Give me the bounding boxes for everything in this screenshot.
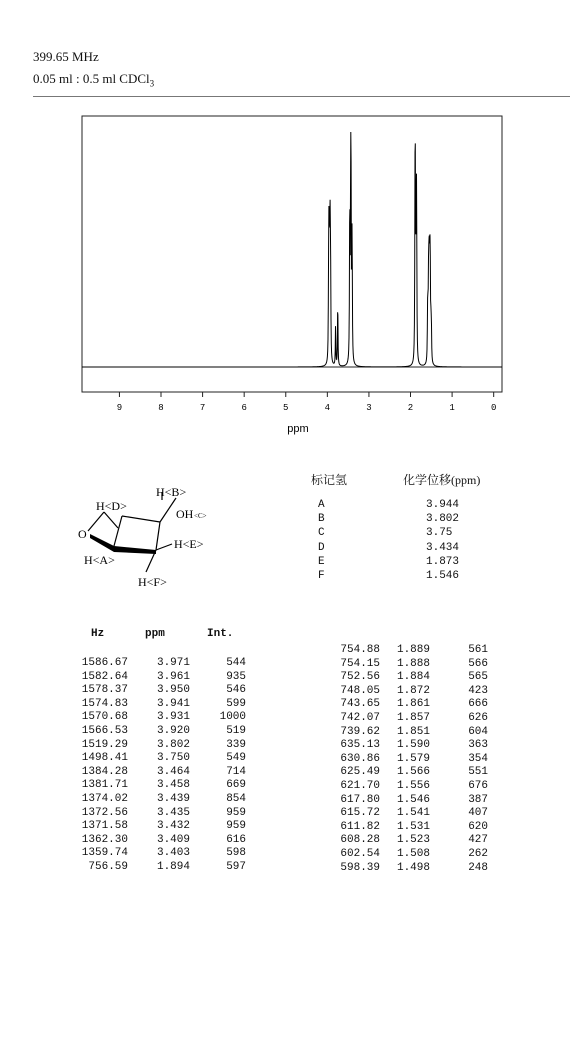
h-d-label: H<D> xyxy=(96,499,127,513)
assignment-row xyxy=(318,526,486,540)
assignment-row xyxy=(318,498,486,512)
peak-int-cell: 262 xyxy=(468,847,488,860)
peak-ppm-cell: 3.435 xyxy=(156,806,190,819)
peak-hz-cell: 1371.58 xyxy=(81,820,128,833)
peak-ppm-cell: 1.556 xyxy=(396,779,430,792)
peak-int-cell: 599 xyxy=(226,697,246,710)
x-tick-label: 7 xyxy=(199,403,206,413)
wedge-bond-back xyxy=(114,516,122,546)
peak-ppm-cell: 3.432 xyxy=(156,820,190,833)
peak-row xyxy=(320,753,488,767)
peak-hz-cell: 743.65 xyxy=(340,698,380,711)
peak-row xyxy=(68,684,246,698)
peak-row xyxy=(68,698,246,712)
peak-ppm-cell: 3.464 xyxy=(156,765,190,778)
peak-row xyxy=(68,793,246,807)
peak-row xyxy=(320,671,488,685)
x-tick-label: 4 xyxy=(324,403,331,413)
peak-row xyxy=(68,779,246,793)
peak-row xyxy=(320,862,488,876)
peak-int-cell: 546 xyxy=(226,684,246,697)
x-tick-label: 9 xyxy=(116,403,123,413)
x-axis-label: ppm xyxy=(287,423,309,435)
peak-row xyxy=(320,807,488,821)
h-b-label: H<B> xyxy=(156,485,187,499)
peak-hz-cell: 1384.28 xyxy=(81,765,128,778)
peak-ppm-cell: 1.861 xyxy=(396,698,430,711)
peak-hz-cell: 742.07 xyxy=(340,711,380,724)
peak-int-cell: 616 xyxy=(226,833,246,846)
h-a-label: H<A> xyxy=(84,553,115,567)
assignment-header-shift: 化学位移(ppm) xyxy=(403,473,481,487)
peak-int-cell: 959 xyxy=(226,806,246,819)
peak-int-cell: 620 xyxy=(468,820,488,833)
peak-row xyxy=(320,848,488,862)
peak-int-cell: 565 xyxy=(468,671,488,684)
peak-hz-cell: 739.62 xyxy=(340,725,380,738)
peak-int-cell: 604 xyxy=(468,725,488,738)
peak-table-right xyxy=(320,644,488,875)
peak-table-left xyxy=(68,657,246,875)
assignment-shift: 1.873 xyxy=(426,555,460,568)
ring-oxygen-label: O xyxy=(78,527,87,541)
header-divider xyxy=(33,96,570,97)
peak-ppm-cell: 1.541 xyxy=(396,807,430,820)
peak-row xyxy=(68,807,246,821)
h-f-label: H<F> xyxy=(138,575,167,589)
spectrum-trace xyxy=(82,132,502,367)
peak-ppm-cell: 3.920 xyxy=(156,724,190,737)
peak-row xyxy=(68,657,246,671)
peak-int-cell: 1000 xyxy=(219,711,246,724)
peak-ppm-cell: 3.750 xyxy=(156,752,190,765)
assignment-label: E xyxy=(318,555,325,568)
peak-row xyxy=(320,821,488,835)
peak-hz-cell: 756.59 xyxy=(88,860,128,873)
peak-ppm-cell: 3.409 xyxy=(156,833,190,846)
peak-hz-cell: 1570.68 xyxy=(81,711,128,724)
assignment-shift: 1.546 xyxy=(426,570,460,583)
spectrometer-frequency: 399.65 MHz xyxy=(33,49,99,64)
peak-row xyxy=(68,861,246,875)
peak-hz-cell: 625.49 xyxy=(340,766,380,779)
peak-row xyxy=(68,834,246,848)
peak-int-cell: 423 xyxy=(468,684,488,697)
peak-int-cell: 959 xyxy=(226,820,246,833)
peak-hz-cell: 617.80 xyxy=(340,793,380,806)
peak-int-cell: 427 xyxy=(468,834,488,847)
assignment-row xyxy=(318,569,486,583)
peak-int-cell: 669 xyxy=(226,779,246,792)
peak-int-cell: 407 xyxy=(468,807,488,820)
peak-row xyxy=(68,725,246,739)
peak-hz-cell: 615.72 xyxy=(340,807,380,820)
x-axis-ticks xyxy=(119,392,493,397)
peak-ppm-cell: 1.546 xyxy=(396,793,430,806)
peak-int-cell: 519 xyxy=(226,724,246,737)
peak-row xyxy=(320,780,488,794)
peak-ppm-cell: 3.961 xyxy=(156,670,190,683)
x-tick-label: 1 xyxy=(449,403,455,413)
peak-ppm-cell: 1.579 xyxy=(396,752,430,765)
molecule-structure xyxy=(70,480,270,590)
x-tick-label: 2 xyxy=(407,403,414,413)
peak-int-cell: 566 xyxy=(468,657,488,670)
nmr-spectrum-chart xyxy=(70,110,520,440)
assignment-shift: 3.944 xyxy=(426,499,460,511)
hydroxyl-label: OH xyxy=(176,507,194,521)
peak-ppm-cell: 1.523 xyxy=(396,834,430,847)
peak-int-cell: 666 xyxy=(468,698,488,711)
peak-row xyxy=(320,726,488,740)
peak-int-cell: 676 xyxy=(468,779,488,792)
peak-hz-cell: 1372.56 xyxy=(81,806,128,819)
peak-row xyxy=(320,834,488,848)
peak-row xyxy=(320,712,488,726)
peak-ppm-cell: 1.872 xyxy=(396,684,430,697)
peak-hz-cell: 1359.74 xyxy=(81,847,128,860)
peak-row xyxy=(320,794,488,808)
peak-row xyxy=(320,644,488,658)
peak-int-cell: 387 xyxy=(468,793,488,806)
peak-ppm-cell: 1.498 xyxy=(396,861,430,874)
peak-ppm-cell: 3.802 xyxy=(156,738,190,751)
peak-hz-cell: 1519.29 xyxy=(81,738,128,751)
peak-ppm-cell: 3.971 xyxy=(156,657,190,669)
peak-ppm-cell: 1.851 xyxy=(396,725,430,738)
peak-hz-cell: 1574.83 xyxy=(81,697,128,710)
assignment-label: F xyxy=(318,570,325,583)
header-ppm: ppm xyxy=(145,628,165,640)
x-axis-tick-labels xyxy=(117,403,497,413)
peak-hz-cell: 630.86 xyxy=(340,752,380,765)
assignment-shift: 3.434 xyxy=(426,541,460,554)
peak-row xyxy=(320,766,488,780)
peak-hz-cell: 608.28 xyxy=(340,834,380,847)
peak-int-cell: 544 xyxy=(226,657,246,669)
assignment-row xyxy=(318,541,486,555)
peak-ppm-cell: 1.857 xyxy=(396,711,430,724)
peak-int-cell: 854 xyxy=(226,792,246,805)
x-tick-label: 3 xyxy=(366,403,372,413)
peak-ppm-cell: 1.894 xyxy=(156,860,190,873)
peak-row xyxy=(68,671,246,685)
peak-ppm-cell: 3.403 xyxy=(156,847,190,860)
peak-int-cell: 549 xyxy=(226,752,246,765)
peak-hz-cell: 611.82 xyxy=(340,820,380,833)
peak-hz-cell: 635.13 xyxy=(340,739,380,752)
peak-row xyxy=(320,739,488,753)
h-c-label: <C> xyxy=(194,512,207,520)
x-tick-label: 5 xyxy=(283,403,289,413)
peak-row xyxy=(320,685,488,699)
peak-hz-cell: 1381.71 xyxy=(81,779,128,792)
peak-int-cell: 354 xyxy=(468,752,488,765)
x-tick-label: 0 xyxy=(490,403,497,413)
peak-hz-cell: 1582.64 xyxy=(81,670,128,683)
peak-int-cell: 597 xyxy=(226,860,246,873)
peak-ppm-cell: 3.931 xyxy=(156,711,190,724)
assignment-list xyxy=(318,498,486,583)
peak-hz-cell: 748.05 xyxy=(340,684,380,697)
peak-ppm-cell: 1.889 xyxy=(396,644,430,656)
peak-int-cell: 363 xyxy=(468,739,488,752)
peak-ppm-cell: 3.950 xyxy=(156,684,190,697)
assignment-label: D xyxy=(318,541,325,554)
peak-int-cell: 248 xyxy=(468,861,488,874)
peak-hz-cell: 1498.41 xyxy=(81,752,128,765)
assignment-shift: 3.802 xyxy=(426,513,460,526)
h-e-label: H<E> xyxy=(174,537,204,551)
assignment-header-label: 标记氢 xyxy=(311,473,348,487)
peak-ppm-cell: 1.590 xyxy=(396,739,430,752)
x-tick-label: 6 xyxy=(241,403,247,413)
peak-row xyxy=(68,766,246,780)
peak-hz-cell: 754.15 xyxy=(340,657,380,670)
peak-hz-cell: 752.56 xyxy=(340,671,380,684)
assignment-shift: 3.75 xyxy=(426,527,453,540)
peak-row xyxy=(68,711,246,725)
wedge-bond-front xyxy=(90,534,156,554)
solvent-info xyxy=(33,71,154,89)
peak-hz-cell: 602.54 xyxy=(340,847,380,860)
peak-int-cell: 339 xyxy=(226,738,246,751)
peak-ppm-cell: 1.566 xyxy=(396,766,430,779)
peak-hz-cell: 1578.37 xyxy=(81,684,128,697)
peak-ppm-cell: 1.884 xyxy=(396,671,430,684)
peak-hz-cell: 754.88 xyxy=(340,644,380,656)
solvent-subscript: 3 xyxy=(149,78,155,89)
assignment-row xyxy=(318,512,486,526)
peak-int-cell: 626 xyxy=(468,711,488,724)
peak-hz-cell: 1586.67 xyxy=(81,657,128,669)
peak-ppm-cell: 3.941 xyxy=(156,697,190,710)
peak-int-cell: 598 xyxy=(226,847,246,860)
peak-hz-cell: 1374.02 xyxy=(81,792,128,805)
peak-int-cell: 561 xyxy=(468,644,488,656)
peak-row xyxy=(68,820,246,834)
peak-ppm-cell: 3.439 xyxy=(156,792,190,805)
peak-row xyxy=(68,752,246,766)
solvent-text: 0.05 ml : 0.5 ml CDCl xyxy=(33,71,150,86)
assignment-label: A xyxy=(318,499,325,511)
plot-frame xyxy=(82,116,502,392)
assignment-label: B xyxy=(318,513,325,526)
peak-ppm-cell: 1.888 xyxy=(396,657,430,670)
peak-ppm-cell: 1.508 xyxy=(396,847,430,860)
peak-hz-cell: 598.39 xyxy=(340,861,380,874)
header-hz: Hz xyxy=(91,628,105,640)
peak-int-cell: 551 xyxy=(468,766,488,779)
peak-hz-cell: 621.70 xyxy=(340,779,380,792)
assignment-label: C xyxy=(318,527,325,540)
peak-int-cell: 935 xyxy=(226,670,246,683)
peak-int-cell: 714 xyxy=(226,765,246,778)
x-tick-label: 8 xyxy=(158,403,164,413)
header-int: Int. xyxy=(207,628,234,640)
peak-ppm-cell: 3.458 xyxy=(156,779,190,792)
peak-row xyxy=(68,847,246,861)
assignment-row xyxy=(318,555,486,569)
peak-ppm-cell: 1.531 xyxy=(396,820,430,833)
peak-row xyxy=(68,739,246,753)
peak-hz-cell: 1362.30 xyxy=(81,833,128,846)
peak-row xyxy=(320,698,488,712)
peak-row xyxy=(320,658,488,672)
peak-hz-cell: 1566.53 xyxy=(81,724,128,737)
